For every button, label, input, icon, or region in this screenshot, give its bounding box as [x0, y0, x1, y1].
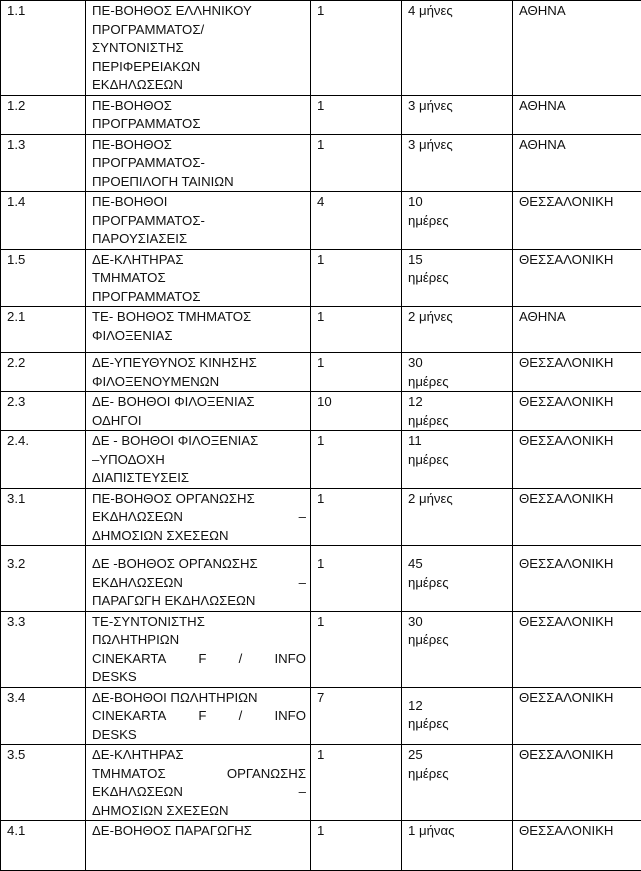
cell-code: 1.2	[1, 95, 86, 134]
cell-code: 2.1	[1, 307, 86, 353]
position-line: ΔΕ-ΒΟΗΘΟΣ ΠΑΡΑΓΩΓΗΣ	[92, 822, 306, 841]
duration-line: 10	[408, 193, 508, 212]
position-line: CINEKARTA F / INFO	[92, 707, 306, 726]
cell-count: 1	[311, 307, 402, 353]
position-line: ΠΑΡΑΓΩΓΗ ΕΚΔΗΛΩΣΕΩΝ	[92, 592, 306, 611]
cell-code: 3.2	[1, 546, 86, 612]
cell-code: 1.4	[1, 192, 86, 250]
cell-position	[86, 687, 311, 745]
cell-location: ΘΕΣΣΑΛΟΝΙΚΗ	[513, 821, 641, 871]
positions-table-body	[1, 1, 641, 871]
position-line: ΣΥΝΤΟΝΙΣΤΗΣ	[92, 39, 306, 58]
cell-code: 1.5	[1, 249, 86, 307]
position-line: ΔΕ-ΒΟΗΘΟΙ ΠΩΛΗΤΗΡΙΩΝ	[92, 689, 306, 708]
cell-position	[86, 134, 311, 192]
duration-line: 2 μήνες	[408, 308, 508, 327]
cell-count: 1	[311, 745, 402, 821]
duration-line: 1 μήνας	[408, 822, 508, 841]
position-line: ΔΕ -ΒΟΗΘΟΣ ΟΡΓΑΝΩΣΗΣ	[92, 555, 306, 574]
position-line: ΕΚΔΗΛΩΣΕΩΝ –	[92, 508, 306, 527]
cell-duration	[402, 192, 513, 250]
table-row	[1, 392, 641, 431]
duration-line: 12	[408, 393, 508, 412]
position-line: ΠΡΟΕΠΙΛΟΓΗ ΤΑΙΝΙΩΝ	[92, 173, 306, 192]
position-line: ΤΜΗΜΑΤΟΣ ΟΡΓΑΝΩΣΗΣ	[92, 765, 306, 784]
cell-code: 2.3	[1, 392, 86, 431]
cell-location: ΘΕΣΣΑΛΟΝΙΚΗ	[513, 249, 641, 307]
cell-count: 1	[311, 431, 402, 489]
cell-position	[86, 249, 311, 307]
position-line: –ΥΠΟΔΟΧΗ	[92, 451, 306, 470]
cell-duration	[402, 249, 513, 307]
cell-code: 3.4	[1, 687, 86, 745]
position-line: ΠΡΟΓΡΑΜΜΑΤΟΣ-	[92, 212, 306, 231]
position-line: DESKS	[92, 668, 306, 687]
cell-position	[86, 431, 311, 489]
table-row	[1, 821, 641, 871]
cell-duration	[402, 95, 513, 134]
cell-location: ΘΕΣΣΑΛΟΝΙΚΗ	[513, 687, 641, 745]
duration-line: 25	[408, 746, 508, 765]
position-line: ΠΡΟΓΡΑΜΜΑΤΟΣ/	[92, 21, 306, 40]
cell-count: 10	[311, 392, 402, 431]
position-line: ΟΔΗΓΟΙ	[92, 412, 306, 431]
position-line: ΔΗΜΟΣΙΩΝ ΣΧΕΣΕΩΝ	[92, 802, 306, 821]
cell-code: 3.1	[1, 488, 86, 546]
cell-count: 1	[311, 488, 402, 546]
position-line: ΔΕ - ΒΟΗΘΟΙ ΦΙΛΟΞΕΝΙΑΣ	[92, 432, 306, 451]
cell-position	[86, 745, 311, 821]
table-row	[1, 249, 641, 307]
cell-count: 7	[311, 687, 402, 745]
position-line: ΦΙΛΟΞΕΝΟΥΜΕΝΩΝ	[92, 373, 306, 392]
table-row	[1, 353, 641, 392]
position-line: ΔΗΜΟΣΙΩΝ ΣΧΕΣΕΩΝ	[92, 527, 306, 546]
duration-line: 3 μήνες	[408, 97, 508, 116]
cell-position	[86, 192, 311, 250]
position-line: ΔΕ-ΥΠΕΥΘΥΝΟΣ ΚΙΝΗΣΗΣ	[92, 354, 306, 373]
cell-duration	[402, 687, 513, 745]
cell-count: 1	[311, 1, 402, 96]
position-line: ΠΕ-ΒΟΗΘΟΣ ΟΡΓΑΝΩΣΗΣ	[92, 490, 306, 509]
position-line: ΔΙΑΠΙΣΤΕΥΣΕΙΣ	[92, 469, 306, 488]
cell-position	[86, 546, 311, 612]
cell-position	[86, 1, 311, 96]
table-row	[1, 307, 641, 353]
cell-count: 1	[311, 134, 402, 192]
duration-line: 15	[408, 251, 508, 270]
position-line: ΔΕ-ΚΛΗΤΗΡΑΣ	[92, 746, 306, 765]
position-line: ΠΕΡΙΦΕΡΕΙΑΚΩΝ	[92, 58, 306, 77]
cell-count: 1	[311, 821, 402, 871]
cell-code: 3.5	[1, 745, 86, 821]
position-line: ΠΕ-ΒΟΗΘΟΣ	[92, 97, 306, 116]
cell-position	[86, 821, 311, 871]
cell-position	[86, 307, 311, 353]
position-line: ΠΕ-ΒΟΗΘΟΣ	[92, 136, 306, 155]
cell-location: ΘΕΣΣΑΛΟΝΙΚΗ	[513, 488, 641, 546]
cell-duration	[402, 431, 513, 489]
cell-duration	[402, 353, 513, 392]
cell-location: ΑΘΗΝΑ	[513, 95, 641, 134]
cell-duration	[402, 392, 513, 431]
table-row	[1, 611, 641, 687]
position-line: ΠΩΛΗΤΗΡΙΩΝ	[92, 631, 306, 650]
cell-location: ΑΘΗΝΑ	[513, 307, 641, 353]
duration-line: ημέρες	[408, 631, 508, 650]
duration-line: ημέρες	[408, 765, 508, 784]
duration-line: 45	[408, 555, 508, 574]
cell-location: ΘΕΣΣΑΛΟΝΙΚΗ	[513, 392, 641, 431]
cell-duration	[402, 1, 513, 96]
duration-line: ημέρες	[408, 412, 508, 431]
position-line: ΠΡΟΓΡΑΜΜΑΤΟΣ-	[92, 154, 306, 173]
cell-location: ΘΕΣΣΑΛΟΝΙΚΗ	[513, 546, 641, 612]
cell-position	[86, 392, 311, 431]
cell-position	[86, 488, 311, 546]
cell-location: ΘΕΣΣΑΛΟΝΙΚΗ	[513, 353, 641, 392]
cell-duration	[402, 307, 513, 353]
duration-line: ημέρες	[408, 451, 508, 470]
position-line: ΔΕ-ΚΛΗΤΗΡΑΣ	[92, 251, 306, 270]
cell-location: ΑΘΗΝΑ	[513, 1, 641, 96]
position-line: ΔΕ- ΒΟΗΘΟΙ ΦΙΛΟΞΕΝΙΑΣ	[92, 393, 306, 412]
duration-line: 4 μήνες	[408, 2, 508, 21]
position-line: ΠΕ-ΒΟΗΘΟΙ	[92, 193, 306, 212]
cell-duration	[402, 611, 513, 687]
duration-line: ημέρες	[408, 373, 508, 392]
table-row	[1, 745, 641, 821]
table-row	[1, 546, 641, 612]
duration-line: ημέρες	[408, 715, 508, 734]
position-line: ΤΕ-ΣΥΝΤΟΝΙΣΤΗΣ	[92, 613, 306, 632]
position-line: ΠΑΡΟΥΣΙΑΣΕΙΣ	[92, 230, 306, 249]
cell-position	[86, 353, 311, 392]
table-row	[1, 431, 641, 489]
cell-code: 1.3	[1, 134, 86, 192]
cell-duration	[402, 546, 513, 612]
table-row	[1, 95, 641, 134]
cell-duration	[402, 821, 513, 871]
duration-line: 2 μήνες	[408, 490, 508, 509]
position-line: ΕΚΔΗΛΩΣΕΩΝ	[92, 76, 306, 95]
cell-code: 2.2	[1, 353, 86, 392]
cell-duration	[402, 488, 513, 546]
position-line: ΤΜΗΜΑΤΟΣ	[92, 269, 306, 288]
cell-count: 4	[311, 192, 402, 250]
cell-count: 1	[311, 611, 402, 687]
cell-location: ΑΘΗΝΑ	[513, 134, 641, 192]
position-line: DESKS	[92, 726, 306, 745]
cell-location: ΘΕΣΣΑΛΟΝΙΚΗ	[513, 192, 641, 250]
duration-line: 30	[408, 613, 508, 632]
duration-line: 11	[408, 432, 508, 451]
cell-code: 2.4.	[1, 431, 86, 489]
duration-line: 3 μήνες	[408, 136, 508, 155]
table-row	[1, 134, 641, 192]
position-line: ΠΕ-ΒΟΗΘΟΣ ΕΛΛΗΝΙΚΟΥ	[92, 2, 306, 21]
position-line: ΠΡΟΓΡΑΜΜΑΤΟΣ	[92, 288, 306, 307]
duration-line: ημέρες	[408, 212, 508, 231]
cell-position	[86, 611, 311, 687]
cell-count: 1	[311, 546, 402, 612]
position-line: ΕΚΔΗΛΩΣΕΩΝ –	[92, 783, 306, 802]
cell-count: 1	[311, 249, 402, 307]
duration-line: 12	[408, 697, 508, 716]
duration-line: ημέρες	[408, 269, 508, 288]
duration-line: 30	[408, 354, 508, 373]
table-row	[1, 488, 641, 546]
cell-location: ΘΕΣΣΑΛΟΝΙΚΗ	[513, 431, 641, 489]
position-line: ΠΡΟΓΡΑΜΜΑΤΟΣ	[92, 115, 306, 134]
position-line: ΤΕ- ΒΟΗΘΟΣ ΤΜΗΜΑΤΟΣ	[92, 308, 306, 327]
position-line: ΦΙΛΟΞΕΝΙΑΣ	[92, 327, 306, 346]
cell-location: ΘΕΣΣΑΛΟΝΙΚΗ	[513, 611, 641, 687]
cell-count: 1	[311, 353, 402, 392]
cell-code: 1.1	[1, 1, 86, 96]
position-line: ΕΚΔΗΛΩΣΕΩΝ –	[92, 574, 306, 593]
cell-count: 1	[311, 95, 402, 134]
table-row	[1, 687, 641, 745]
cell-code: 3.3	[1, 611, 86, 687]
cell-location: ΘΕΣΣΑΛΟΝΙΚΗ	[513, 745, 641, 821]
position-line: CINEKARTA F / INFO	[92, 650, 306, 669]
cell-duration	[402, 134, 513, 192]
table-row	[1, 192, 641, 250]
cell-duration	[402, 745, 513, 821]
table-row	[1, 1, 641, 96]
cell-position	[86, 95, 311, 134]
duration-line: ημέρες	[408, 574, 508, 593]
cell-code: 4.1	[1, 821, 86, 871]
